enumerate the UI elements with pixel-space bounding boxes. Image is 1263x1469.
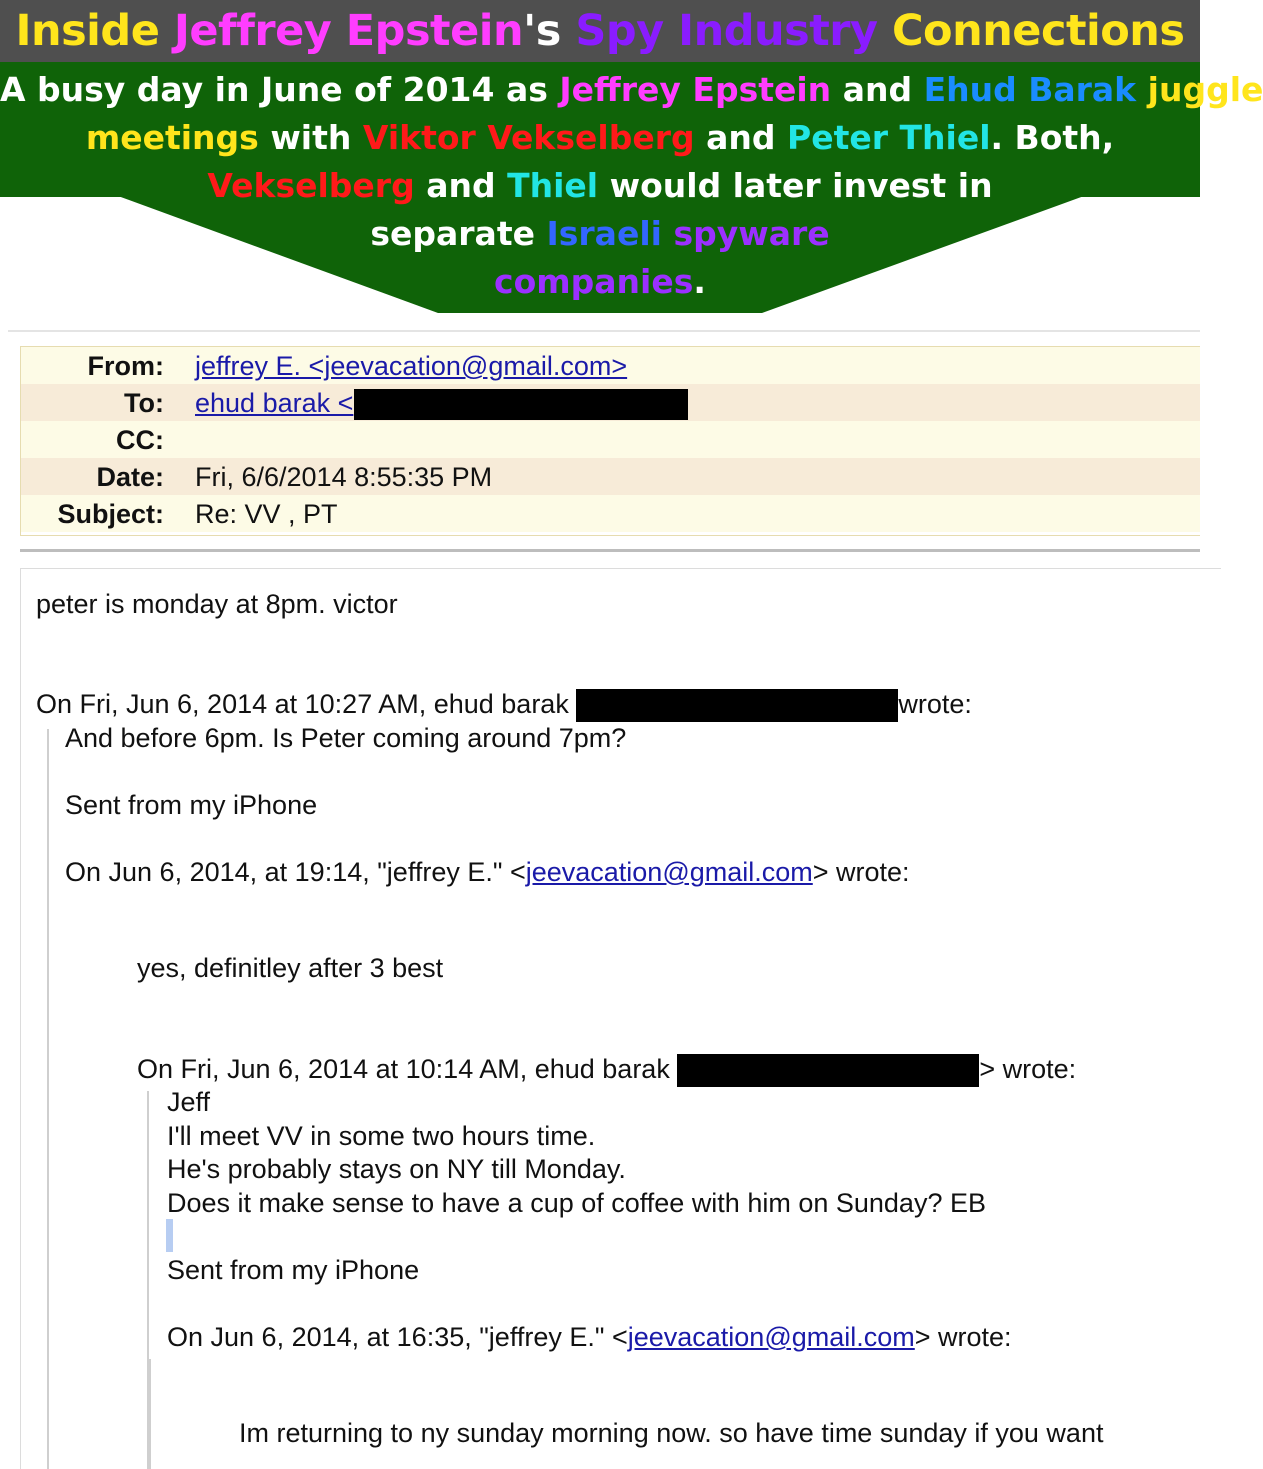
quote-text: Im returning to ny sunday morning now. so have time sunday if you want (239, 1418, 1104, 1448)
banner-title (0, 0, 1200, 62)
to-label: To: (124, 388, 164, 418)
from-label: From: (87, 351, 164, 381)
redaction-bar (677, 1054, 979, 1087)
title-word-possessive: 's (523, 6, 561, 56)
divider (8, 330, 1200, 332)
header-row-from (21, 347, 1200, 384)
email-link[interactable]: jeevacation@gmail.com (627, 1322, 915, 1352)
title-word-connections: Connections (891, 6, 1185, 56)
caption-line-4: separate Israeli spyware (370, 214, 830, 253)
quote-text: Does it make sense to have a cup of coffee with him on Sunday? EB (167, 1188, 986, 1218)
quote-text: And before 6pm. Is Peter coming around 7pm? (65, 723, 627, 753)
signature-text: Sent from my iPhone (167, 1255, 420, 1285)
quote-attribution: On Jun 6, 2014, at 16:35, "jeffrey E." <jeevacation@gmail.com> wrote: (167, 1322, 1012, 1352)
header-row-cc (21, 421, 1200, 458)
subject-label: Subject: (57, 499, 164, 529)
from-link[interactable]: jeffrey E. <jeevacation@gmail.com> (195, 351, 628, 381)
subject-value: Re: VV , PT (195, 499, 338, 529)
quote-text: yes, definitley after 3 best (137, 953, 444, 983)
email-header (20, 346, 1200, 536)
quote-bar (47, 729, 49, 1469)
divider (20, 549, 1200, 552)
signature-text: Sent from my iPhone (65, 790, 318, 820)
to-value (195, 388, 688, 420)
to-link[interactable]: ehud barak < (195, 388, 354, 418)
text-cursor (166, 1219, 173, 1252)
caption-line-1: A busy day in June of 2014 as Jeffrey Epstein and Ehud Barak juggle (0, 70, 1263, 109)
quote-attribution: On Jun 6, 2014, at 19:14, "jeffrey E." <jeevacation@gmail.com> wrote: (65, 857, 910, 887)
redaction-bar (576, 689, 898, 722)
cc-label: CC: (116, 425, 164, 455)
quote-text: Jeff (167, 1087, 211, 1117)
quote-text: I'll meet VV in some two hours time. (167, 1121, 596, 1151)
redaction-bar (354, 389, 688, 420)
header-row-to (21, 384, 1200, 421)
caption-line-5: companies. (494, 262, 706, 301)
email-body (20, 568, 1221, 1469)
date-label: Date: (96, 462, 164, 492)
header-row-date (21, 458, 1200, 495)
quote-text: He's probably stays on NY till Monday. (167, 1154, 626, 1184)
banner-caption (0, 66, 1263, 306)
header-row-subject (21, 495, 1200, 532)
date-value: Fri, 6/6/2014 8:55:35 PM (195, 462, 493, 492)
quote-attribution: On Fri, Jun 6, 2014 at 10:27 AM, ehud barak wrote: (36, 689, 972, 722)
title-word-spy-industry: Spy Industry (575, 6, 878, 56)
title-word-jeffrey-epstein: Jeffrey Epstein (173, 6, 524, 56)
reply-text: peter is monday at 8pm. victor (36, 589, 398, 619)
caption-line-3: Vekselberg and Thiel would later invest in (207, 166, 993, 205)
caption-line-2: meetings with Viktor Vekselberg and Peter Thiel. Both, (85, 118, 1115, 157)
quote-attribution: On Fri, Jun 6, 2014 at 10:14 AM, ehud barak > wrote: (137, 1054, 1076, 1087)
quote-bar (149, 1359, 151, 1469)
title-word-inside: Inside (15, 6, 160, 56)
email-link[interactable]: jeevacation@gmail.com (525, 857, 813, 887)
